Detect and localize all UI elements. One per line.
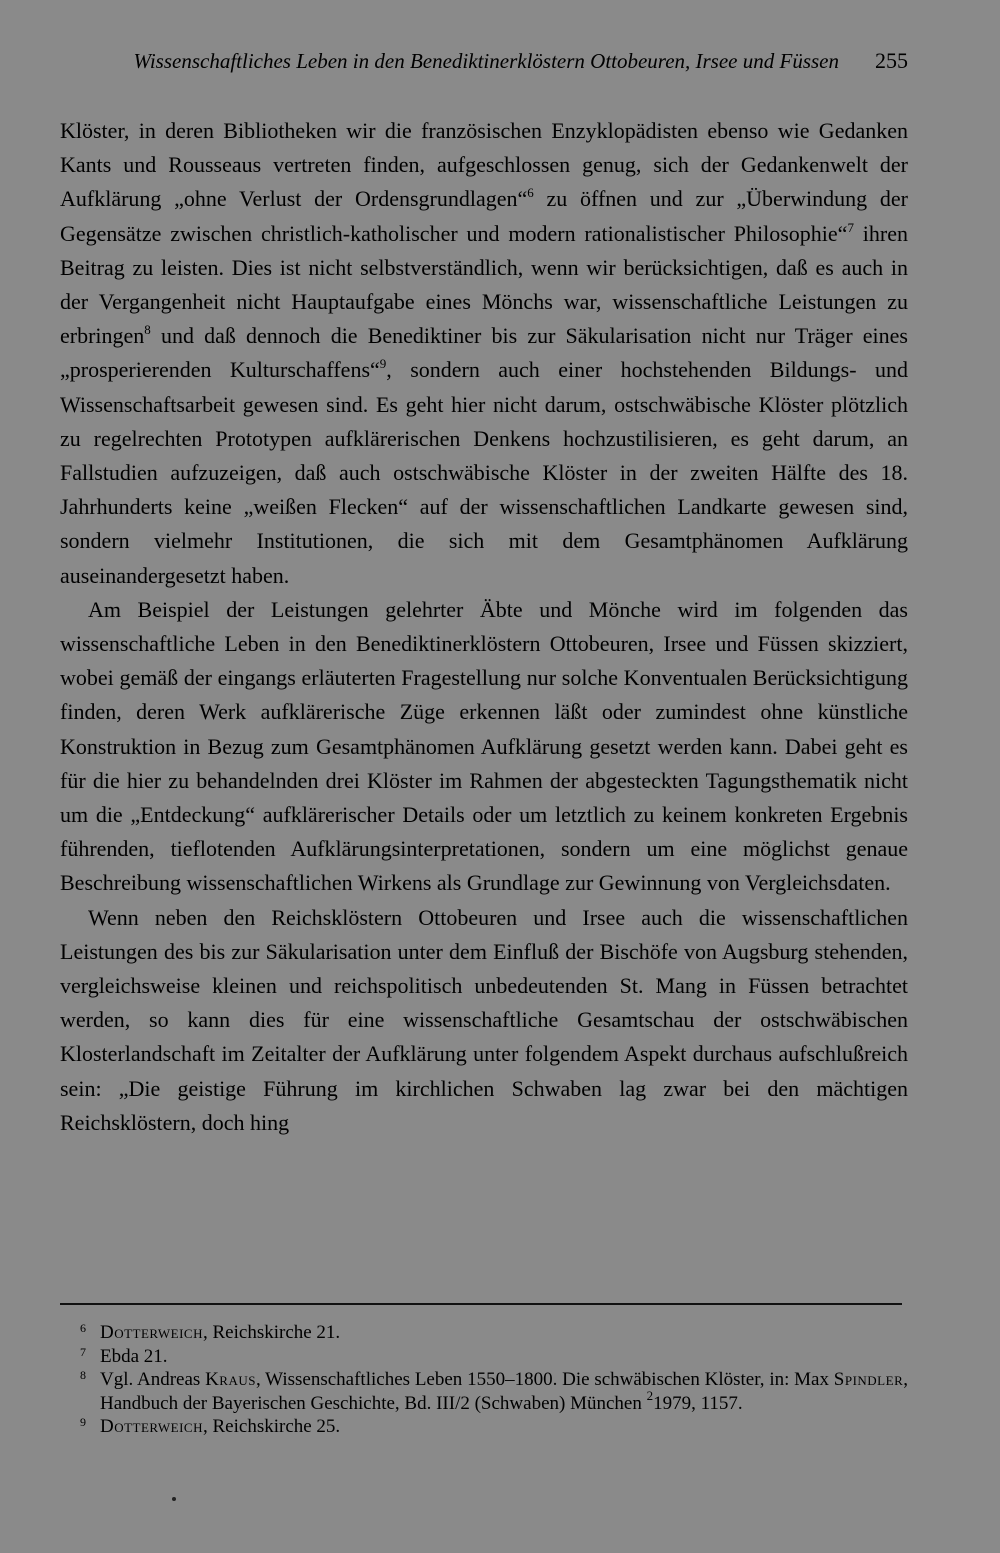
footnote-author: Kraus <box>205 1369 256 1390</box>
paragraph-3: Wenn neben den Reichsklöstern Ottobeuren und Irsee auch die wissenschaftlichen Leistungen des bis zur Säkularisation unter dem Einfluß der Bischöfe von Augsburg stehenden, vergleichsweise kleinen und reichspolitisch unbedeutenden St. Mang in Füssen betrachtet werden, so kann dies für eine wissenschaftliche Gesamtschau der ostschwäbischen Klosterlandschaft im Zeitalter der Aufklärung unter folgendem Aspekt durchaus aufschlußreich sein: „Die geistige Führung im kirchlichen Schwaben lag zwar bei den mächtigen Reichsklöstern, doch hing <box>60 904 908 1135</box>
text-segment: ihren Beitrag zu leisten. Dies ist nicht selbstverständlich, wenn wir berücksichtigen, daß es auch in der Vergangenheit nicht Hauptaufgabe eines Mönchs war, wissenschaftliche Leistungen zu erbringen <box>60 220 909 349</box>
footnote-text: , Reichskirche 25. <box>203 1416 341 1437</box>
running-header <box>60 48 908 78</box>
footnote-author: Dotterweich <box>100 1322 203 1343</box>
footnote-text: , Wissenschaftliches Leben 1550–1800. Die schwäbischen Klöster, in: Max <box>255 1369 834 1390</box>
footnote-ref: 9 <box>379 356 387 372</box>
footnotes <box>60 1321 908 1439</box>
main-text <box>60 114 908 1140</box>
running-title: Wissenschaftliches Leben in den Benediktinerklöstern Ottobeuren, Irsee und Füssen <box>133 49 839 73</box>
footnote-text: Vgl. Andreas <box>100 1369 206 1390</box>
footnote-ref: 6 <box>527 185 534 201</box>
footnote-number: 6 <box>80 1321 86 1335</box>
footnote-9 <box>60 1415 908 1439</box>
footnote-author: Spindler <box>833 1369 904 1390</box>
footnote-6 <box>60 1321 908 1345</box>
footnote-number: 8 <box>80 1368 86 1382</box>
text-segment: zu öffnen und zur „Überwindung der Gegensätze zwischen christlich-katholischer und modern rationalistischer Philosophie“ <box>60 186 908 246</box>
text-segment: Klöster, in deren Bibliotheken wir die französischen Enzyklopädisten ebenso wie Gedanken Kants und Rousseaus vertreten finden, aufgeschlossen genug, sich der Gedankenwelt der Aufklärung „ohne Verlust der Ordensgrundlagen“ <box>60 118 908 212</box>
footnote-number: 9 <box>80 1415 86 1429</box>
footnote-number: 7 <box>80 1344 86 1359</box>
footnote-text: Ebda 21. <box>100 1345 168 1367</box>
footnote-text: 1979, 1157. <box>653 1392 743 1414</box>
text-segment: und daß dennoch die Benediktiner bis zur Säkularisation nicht nur Träger eines „prosperierenden Kulturschaffens“ <box>60 323 908 383</box>
edition-number: 2 <box>646 1387 654 1403</box>
footnote-8 <box>60 1368 908 1415</box>
footnote-author: Dotterweich <box>100 1416 203 1437</box>
paragraph-1 <box>60 114 908 593</box>
footnote-7 <box>60 1345 908 1369</box>
text-segment: , sondern auch einer hochstehenden Bildungs- und Wissenschaftsarbeit gewesen sind. Es geht hier nicht darum, ostschwäbische Klöster plötzlich zu regelrechten Prototypen aufklärerischen Denkens hochzustilisieren, es geht darum, an Fallstudien aufzuzeigen, daß auch ostschwäbische Klöster in der zweiten Hälfte des 18. Jahrhunderts keine „weißen Flecken“ auf der wissenschaftlichen Landkarte gewesen sind, sondern vielmehr Institutionen, die sich mit dem Gesamtphänomen Aufklärung auseinandergesetzt haben. <box>60 357 908 588</box>
footnote-ref: 8 <box>144 322 151 338</box>
book-page <box>60 0 908 1553</box>
page-number: 255 <box>875 48 908 73</box>
footnote-text: , Handbuch der Bayerischen Geschichte, Bd. III/2 (Schwaben) München <box>100 1369 908 1414</box>
paragraph-2: Am Beispiel der Leistungen gelehrter Äbte und Mönche wird im folgenden das wissenschaftliche Leben in den Benediktinerklöstern Ottobeuren, Irsee und Füssen skizziert, wobei gemäß der eingangs erläuterten Fragestellung nur solche Konventualen Berücksichtigung finden, deren Werk aufklärerische Züge erkennen läßt oder zumindest ohne künstliche Konstruktion in Bezug zum Gesamtphänomen Aufklärung gesetzt werden kann. Dabei geht es für die hier zu behandelnden drei Klöster im Rahmen der abgesteckten Tagungsthematik nicht um die „Entdeckung“ aufklärerischer Details oder um letztlich zu keinem konkreten Ergebnis führenden, tieflotenden Aufklärungsinterpretationen, sondern um eine möglichst genaue Beschreibung wissenschaftlichen Wirkens als Grundlage zur Gewinnung von Vergleichsdaten. <box>60 596 908 896</box>
footnote-ref: 7 <box>847 219 854 235</box>
footnote-text: , Reichskirche 21. <box>203 1322 341 1343</box>
scan-speck <box>172 1497 176 1501</box>
footnote-divider <box>60 1303 902 1305</box>
